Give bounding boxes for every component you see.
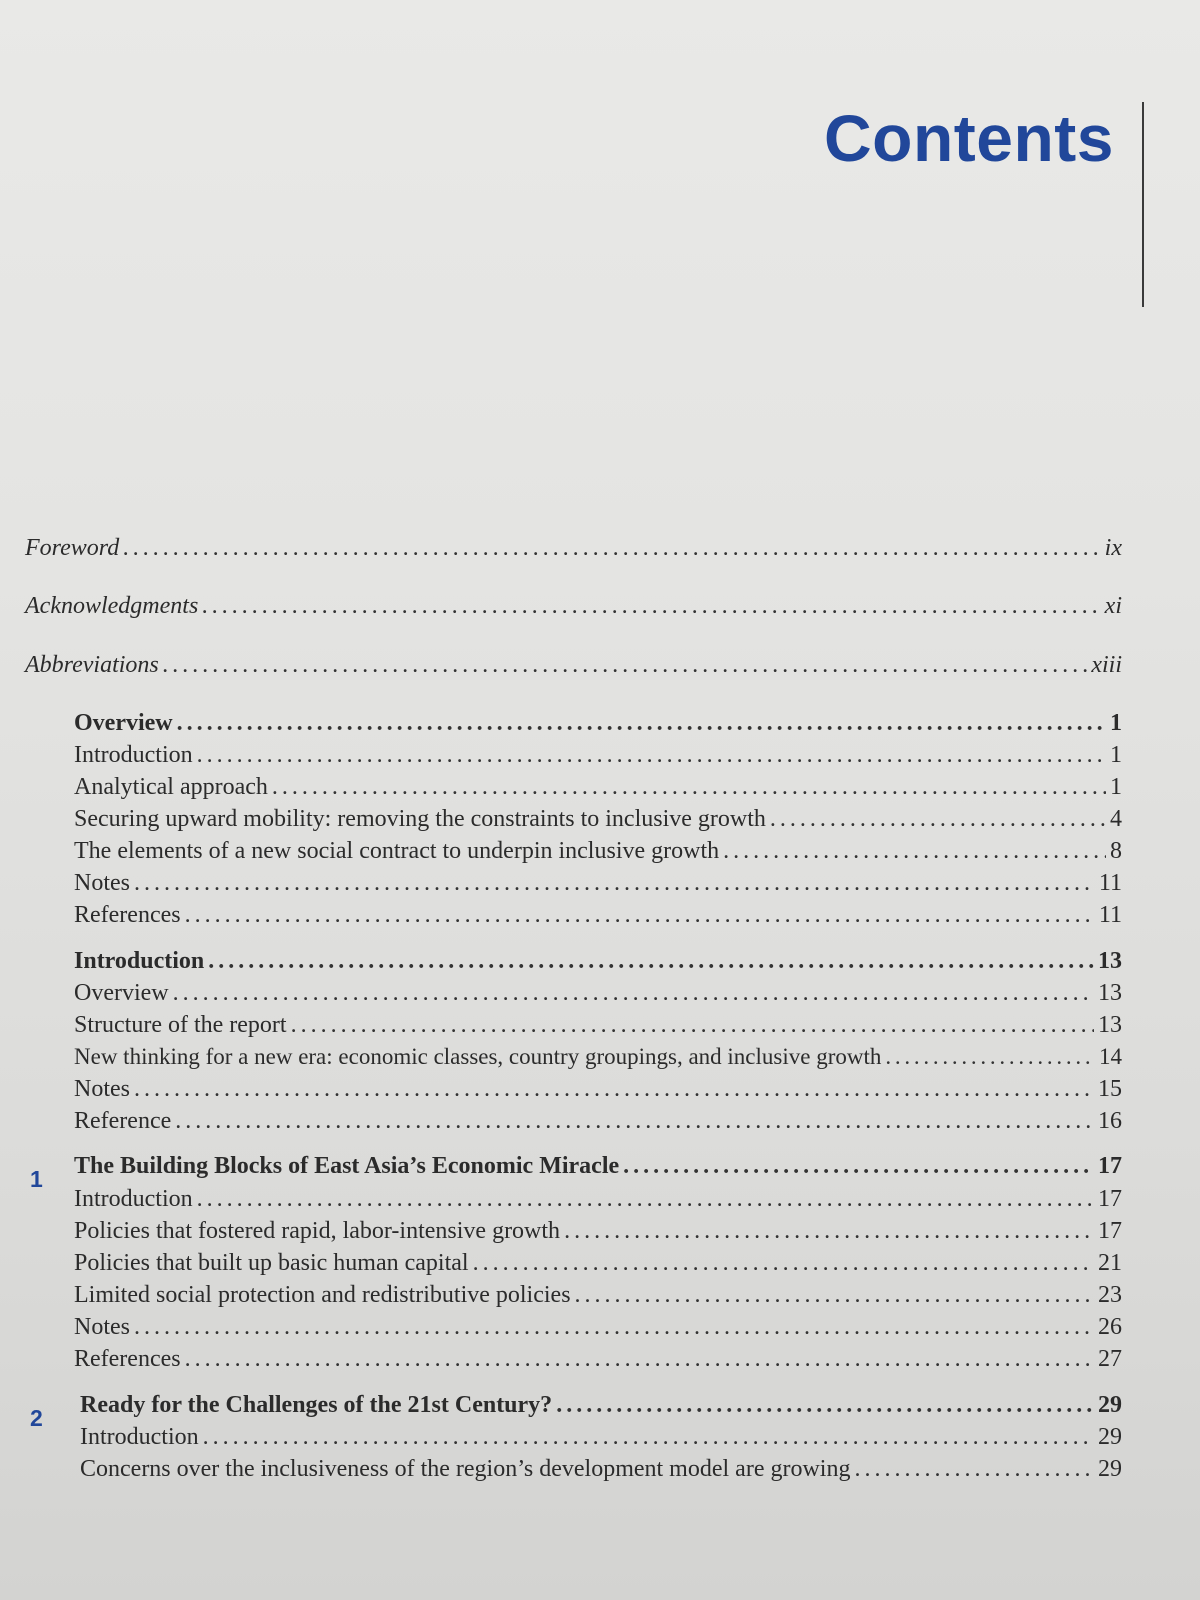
toc-entry-page: 16	[1098, 1108, 1122, 1134]
dot-leader	[185, 1346, 1094, 1374]
toc-entry-acknowledgments[interactable]	[25, 593, 1122, 621]
toc-entry-label: Policies that built up basic human capital	[74, 1250, 469, 1276]
chapter-number: 2	[30, 1405, 43, 1431]
dot-leader	[163, 652, 1088, 680]
dot-leader	[291, 1012, 1094, 1040]
chapter-number: 1	[30, 1166, 43, 1192]
dot-leader	[134, 1314, 1094, 1342]
dot-leader	[197, 742, 1106, 770]
dot-leader	[134, 1076, 1094, 1104]
dot-leader	[208, 948, 1094, 976]
toc-entry-page: 13	[1098, 948, 1122, 974]
toc-entry-abbreviations[interactable]	[25, 652, 1122, 680]
toc-entry-page: 13	[1098, 980, 1122, 1006]
dot-leader	[202, 593, 1100, 621]
toc-entry-page: 1	[1110, 742, 1122, 768]
toc-entry-label: Foreword	[25, 535, 120, 561]
toc-entry-label: Structure of the report	[74, 1012, 287, 1038]
toc-entry-page: 29	[1098, 1424, 1122, 1450]
toc-entry-page: 17	[1098, 1186, 1122, 1212]
toc-entry-label: References	[74, 1346, 181, 1372]
toc-entry[interactable]	[74, 1108, 1122, 1136]
toc-entry-page: 1	[1110, 774, 1122, 800]
toc-entry-page: 11	[1098, 902, 1122, 928]
dot-leader	[272, 774, 1106, 802]
toc-entry-page: 13	[1098, 1012, 1122, 1038]
toc-entry-label: Abbreviations	[25, 652, 159, 678]
dot-leader	[556, 1392, 1094, 1420]
dot-leader	[854, 1456, 1094, 1484]
toc-entry-page: ix	[1104, 535, 1122, 561]
toc-entry-page: 11	[1098, 870, 1122, 896]
toc-entry-label: Notes	[74, 870, 130, 896]
toc-entry-page: xiii	[1091, 652, 1122, 678]
title-divider	[1142, 102, 1144, 307]
dot-leader	[185, 902, 1095, 930]
toc-entry[interactable]	[74, 838, 1122, 866]
dot-leader	[173, 980, 1094, 1008]
toc-entry-page: 15	[1098, 1076, 1122, 1102]
toc-entry-page: 1	[1110, 710, 1122, 736]
toc-entry-page: 14	[1099, 1044, 1122, 1069]
toc-entry-label: The Building Blocks of East Asia’s Economic Miracle	[74, 1153, 620, 1179]
toc-entry-foreword[interactable]	[25, 535, 1122, 563]
toc-heading-introduction[interactable]	[74, 948, 1122, 976]
toc-entry[interactable]	[74, 980, 1122, 1008]
dot-leader	[575, 1282, 1094, 1310]
toc-entry-page: 17	[1098, 1153, 1122, 1179]
toc-entry-page: 27	[1098, 1346, 1122, 1372]
dot-leader	[134, 870, 1095, 898]
toc-entry-page: 17	[1098, 1218, 1122, 1244]
toc-entry-label: Introduction	[74, 948, 205, 974]
dot-leader	[623, 1153, 1094, 1181]
dot-leader	[203, 1424, 1094, 1452]
toc-entry-label: Concerns over the inclusiveness of the region’s development model are growing	[80, 1456, 851, 1482]
toc-entry-page: 8	[1110, 838, 1122, 864]
page-title: Contents	[824, 101, 1114, 175]
dot-leader	[175, 1108, 1094, 1136]
toc-entry[interactable]	[74, 1186, 1122, 1214]
toc-entry[interactable]	[74, 774, 1122, 802]
toc-entry[interactable]	[74, 1282, 1122, 1310]
toc-entry-label: Introduction	[74, 742, 193, 768]
dot-leader	[723, 838, 1106, 866]
toc-entry[interactable]	[74, 1218, 1122, 1246]
toc-entry-label: Policies that fostered rapid, labor-intensive growth	[74, 1218, 561, 1244]
toc-entry-label: Notes	[74, 1076, 130, 1102]
dot-leader	[177, 710, 1106, 738]
toc-entry[interactable]	[74, 1346, 1122, 1374]
toc-entry[interactable]	[74, 1012, 1122, 1040]
dot-leader	[123, 535, 1100, 563]
toc-entry[interactable]	[74, 1314, 1122, 1342]
dot-leader	[197, 1186, 1094, 1214]
toc-entry[interactable]	[80, 1456, 1122, 1484]
toc-heading-chapter-2[interactable]	[80, 1392, 1122, 1420]
toc-entry[interactable]	[80, 1424, 1122, 1452]
toc-entry-label: Reference	[74, 1108, 172, 1134]
toc-entry-label: Ready for the Challenges of the 21st Century?	[80, 1392, 553, 1418]
toc-entry-label: Introduction	[74, 1186, 193, 1212]
toc-entry-label: Securing upward mobility: removing the constraints to inclusive growth	[74, 806, 766, 832]
toc-entry-page: 23	[1098, 1282, 1122, 1308]
toc-heading-overview[interactable]	[74, 710, 1122, 738]
toc-entry-page: xi	[1104, 593, 1122, 619]
toc-entry-label: Limited social protection and redistributive policies	[74, 1282, 571, 1308]
toc-entry-label: New thinking for a new era: economic classes, country groupings, and inclusive growth	[74, 1044, 882, 1069]
toc-entry[interactable]	[74, 902, 1122, 930]
toc-entry[interactable]	[74, 806, 1122, 834]
dot-leader	[473, 1250, 1094, 1278]
toc-entry-label: Notes	[74, 1314, 130, 1340]
dot-leader	[770, 806, 1106, 834]
toc-entry-label: Analytical approach	[74, 774, 268, 800]
toc-entry-label: Introduction	[80, 1424, 199, 1450]
toc-entry-label: Overview	[74, 980, 169, 1006]
toc-entry-page: 26	[1098, 1314, 1122, 1340]
toc-entry-label: References	[74, 902, 181, 928]
toc-entry-page: 4	[1110, 806, 1122, 832]
toc-heading-chapter-1[interactable]	[74, 1153, 1122, 1181]
toc-entry-label: The elements of a new social contract to underpin inclusive growth	[74, 838, 720, 864]
toc-entry-page: 21	[1098, 1250, 1122, 1276]
dot-leader	[564, 1218, 1094, 1246]
toc-entry[interactable]	[74, 1250, 1122, 1278]
toc-entry-label: Acknowledgments	[25, 593, 199, 619]
toc-entry[interactable]	[74, 1044, 1122, 1070]
toc-entry-page: 29	[1098, 1456, 1122, 1482]
toc-entry-page: 29	[1098, 1392, 1122, 1418]
toc-entry[interactable]	[74, 742, 1122, 770]
toc-entry-label: Overview	[74, 710, 173, 736]
toc-entry[interactable]	[74, 1076, 1122, 1104]
dot-leader	[885, 1044, 1095, 1070]
toc-entry[interactable]	[74, 870, 1122, 898]
